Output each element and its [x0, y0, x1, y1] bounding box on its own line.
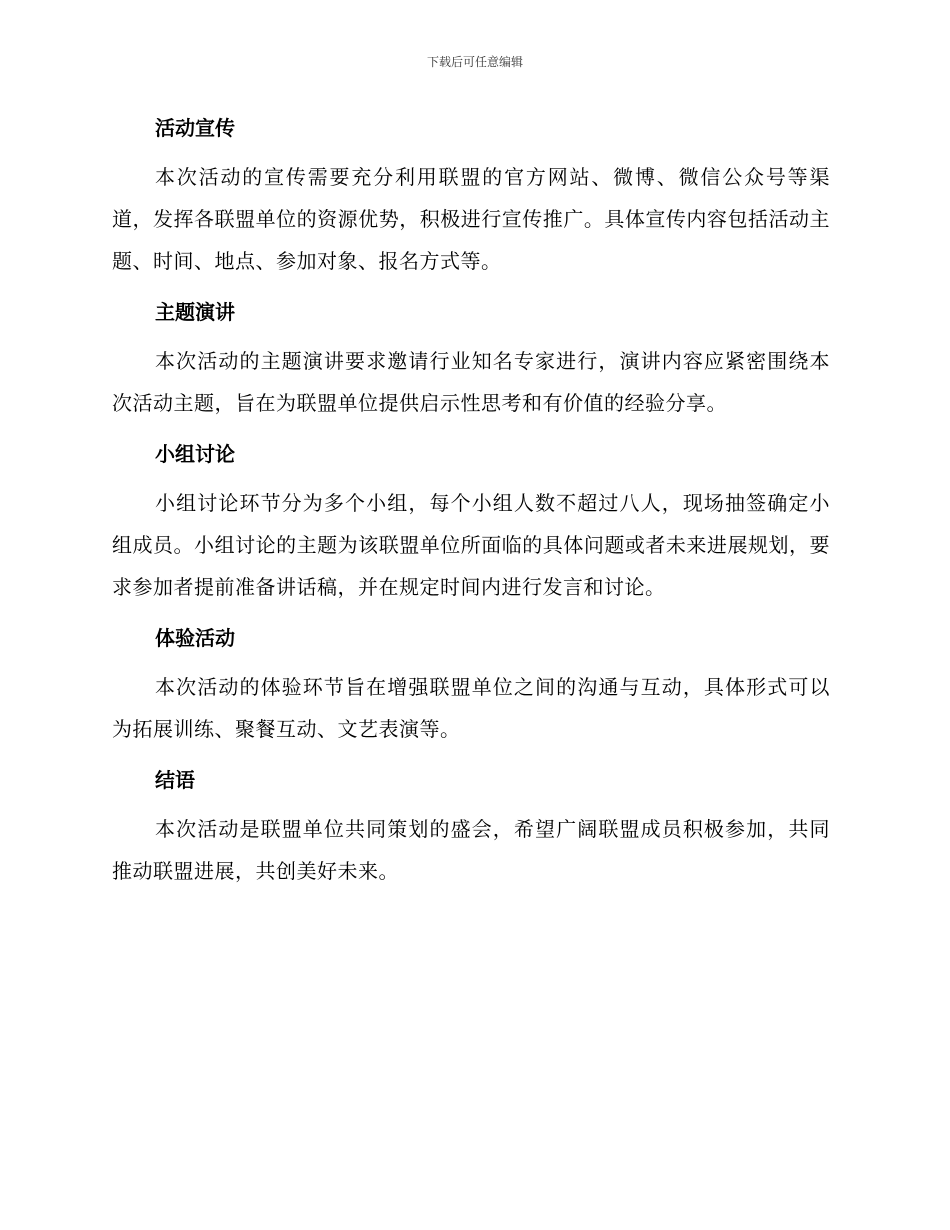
document-content: [112, 108, 830, 902]
section-body-keynote: 本次活动的主题演讲要求邀请行业知名专家进行，演讲内容应紧密围绕本次活动主题，旨在为联盟单位提供启示性思考和有价值的经验分享。: [112, 349, 830, 415]
section-heading-conclusion: 结语: [155, 768, 195, 792]
section-body-group-discussion: 小组讨论环节分为多个小组，每个小组人数不超过八人，现场抽签确定小组成员。小组讨论的主题为该联盟单位所面临的具体问题或者未来进展规划，要求参加者提前准备讲话稿，并在规定时间内进行发言和讨论。: [112, 491, 830, 599]
section-body-conclusion: 本次活动是联盟单位共同策划的盛会，希望广阔联盟成员积极参加，共同推动联盟进展，共创美好未来。: [112, 817, 830, 883]
page-header: 下载后可任意编辑: [426, 55, 523, 69]
section-heading-keynote: 主题演讲: [155, 300, 235, 324]
section-body-promotion: 本次活动的宣传需要充分利用联盟的官方网站、微博、微信公众号等渠道，发挥各联盟单位的资源优势，积极进行宣传推广。具体宣传内容包括活动主题、时间、地点、参加对象、报名方式等。: [112, 165, 830, 273]
section-heading-group-discussion: 小组讨论: [155, 442, 235, 466]
section-body-experience: 本次活动的体验环节旨在增强联盟单位之间的沟通与互动，具体形式可以为拓展训练、聚餐互动、文艺表演等。: [112, 675, 830, 741]
section-heading-experience: 体验活动: [155, 626, 235, 650]
section-heading-promotion: 活动宣传: [155, 116, 235, 140]
